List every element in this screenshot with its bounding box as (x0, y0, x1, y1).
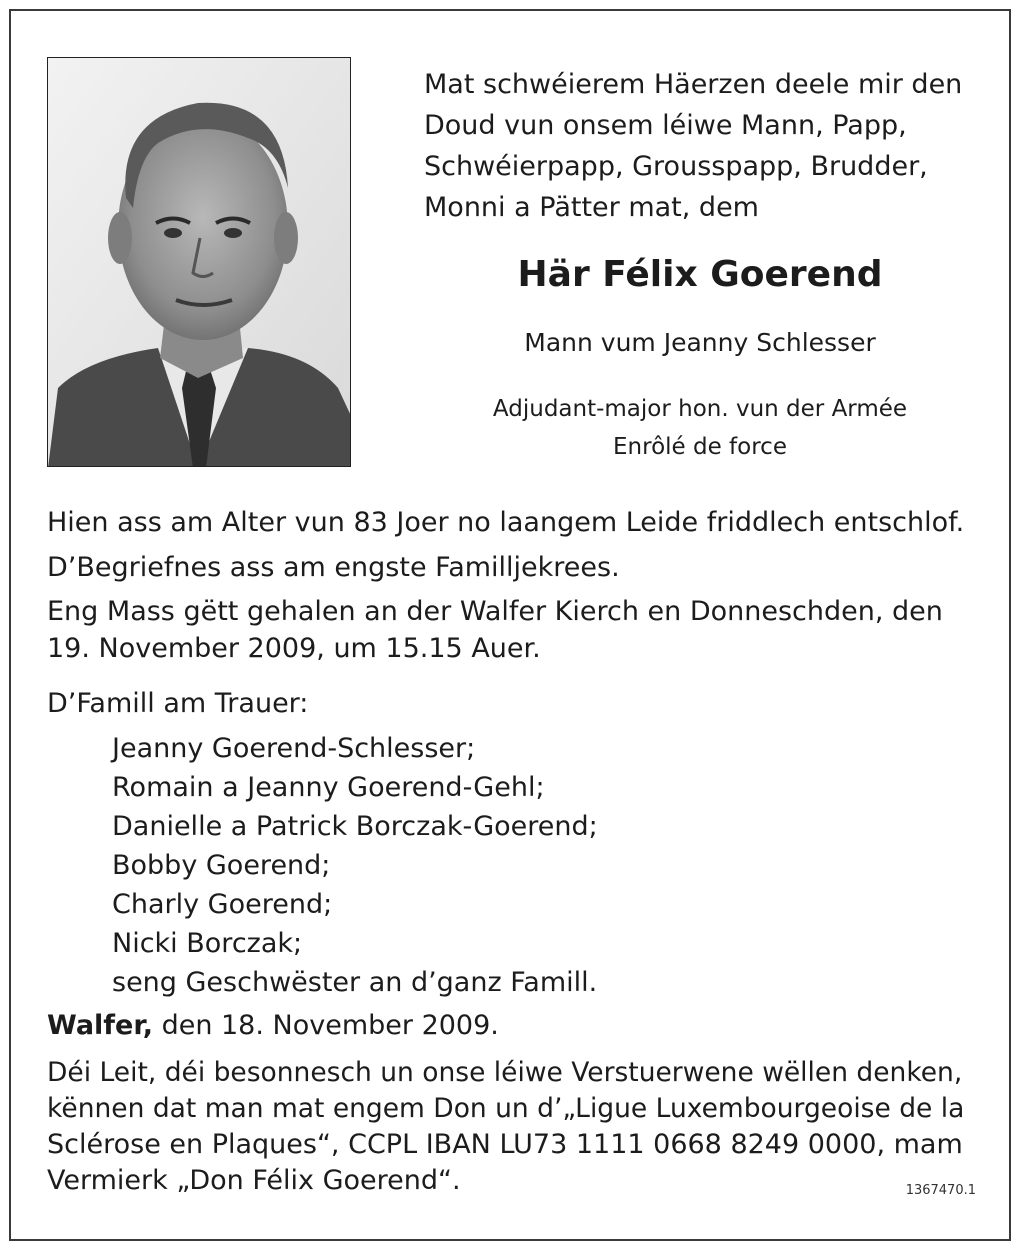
donation-paragraph (47, 1055, 977, 1199)
rank-block (424, 390, 976, 466)
family-member: Bobby Goerend; (112, 850, 331, 881)
family-member: Jeanny Goerend-Schlesser; (112, 733, 476, 764)
portrait-photo (47, 57, 351, 467)
family-heading: D’Famill am Trauer: (47, 688, 309, 719)
intro-line: Monni a Pätter mat, dem (424, 192, 759, 223)
donation-line: Vermierk „Don Félix Goerend“. (47, 1165, 461, 1196)
family-member: Nicki Borczak; (112, 928, 303, 959)
rank-title: Adjudant-major hon. vun der Armée (492, 396, 908, 422)
donation-line: Sclérose en Plaques“, CCPL IBAN LU73 1111 0668 8249 0000, mam (47, 1129, 963, 1160)
donation-line: kënnen dat man mat engem Don un d’„Ligue Luxembourgeoise de la (47, 1093, 965, 1124)
family-member: Charly Goerend; (112, 889, 333, 920)
family-member: Romain a Jeanny Goerend-Gehl; (112, 772, 545, 803)
intro-line: Schwéierpapp, Grousspapp, Brudder, (424, 151, 928, 182)
burial-statement: D’Begriefnes ass am engste Familljekrees. (47, 552, 620, 583)
mass-line: 19. November 2009, um 15.15 Auer. (47, 633, 541, 664)
family-member: Danielle a Patrick Borczak-Goerend; (112, 811, 598, 842)
family-list (112, 729, 598, 1002)
family-member: seng Geschwëster an d’ganz Famill. (112, 967, 598, 998)
intro-paragraph (424, 64, 976, 228)
rank-note: Enrôlé de force (613, 434, 787, 460)
spouse-line: Mann vum Jeanny Schlesser (524, 328, 876, 357)
reference-number: 1367470.1 (905, 1183, 976, 1198)
place-date (47, 1010, 499, 1041)
place-date-text: den 18. November 2009. (161, 1010, 499, 1041)
deceased-name: Här Félix Goerend (517, 254, 883, 295)
mass-statement (47, 593, 977, 667)
death-statement: Hien ass am Alter vun 83 Joer no laangem Leide friddlech entschlof. (47, 507, 965, 538)
place-town: Walfer, (47, 1010, 153, 1041)
intro-line: Mat schwéierem Häerzen deele mir den (424, 69, 963, 100)
mass-line: Eng Mass gëtt gehalen an der Walfer Kierch en Donneschden, den (47, 596, 943, 627)
intro-line: Doud vun onsem léiwe Mann, Papp, (424, 110, 907, 141)
donation-line: Déi Leit, déi besonnesch un onse léiwe Verstuerwene wëllen denken, (47, 1057, 963, 1088)
